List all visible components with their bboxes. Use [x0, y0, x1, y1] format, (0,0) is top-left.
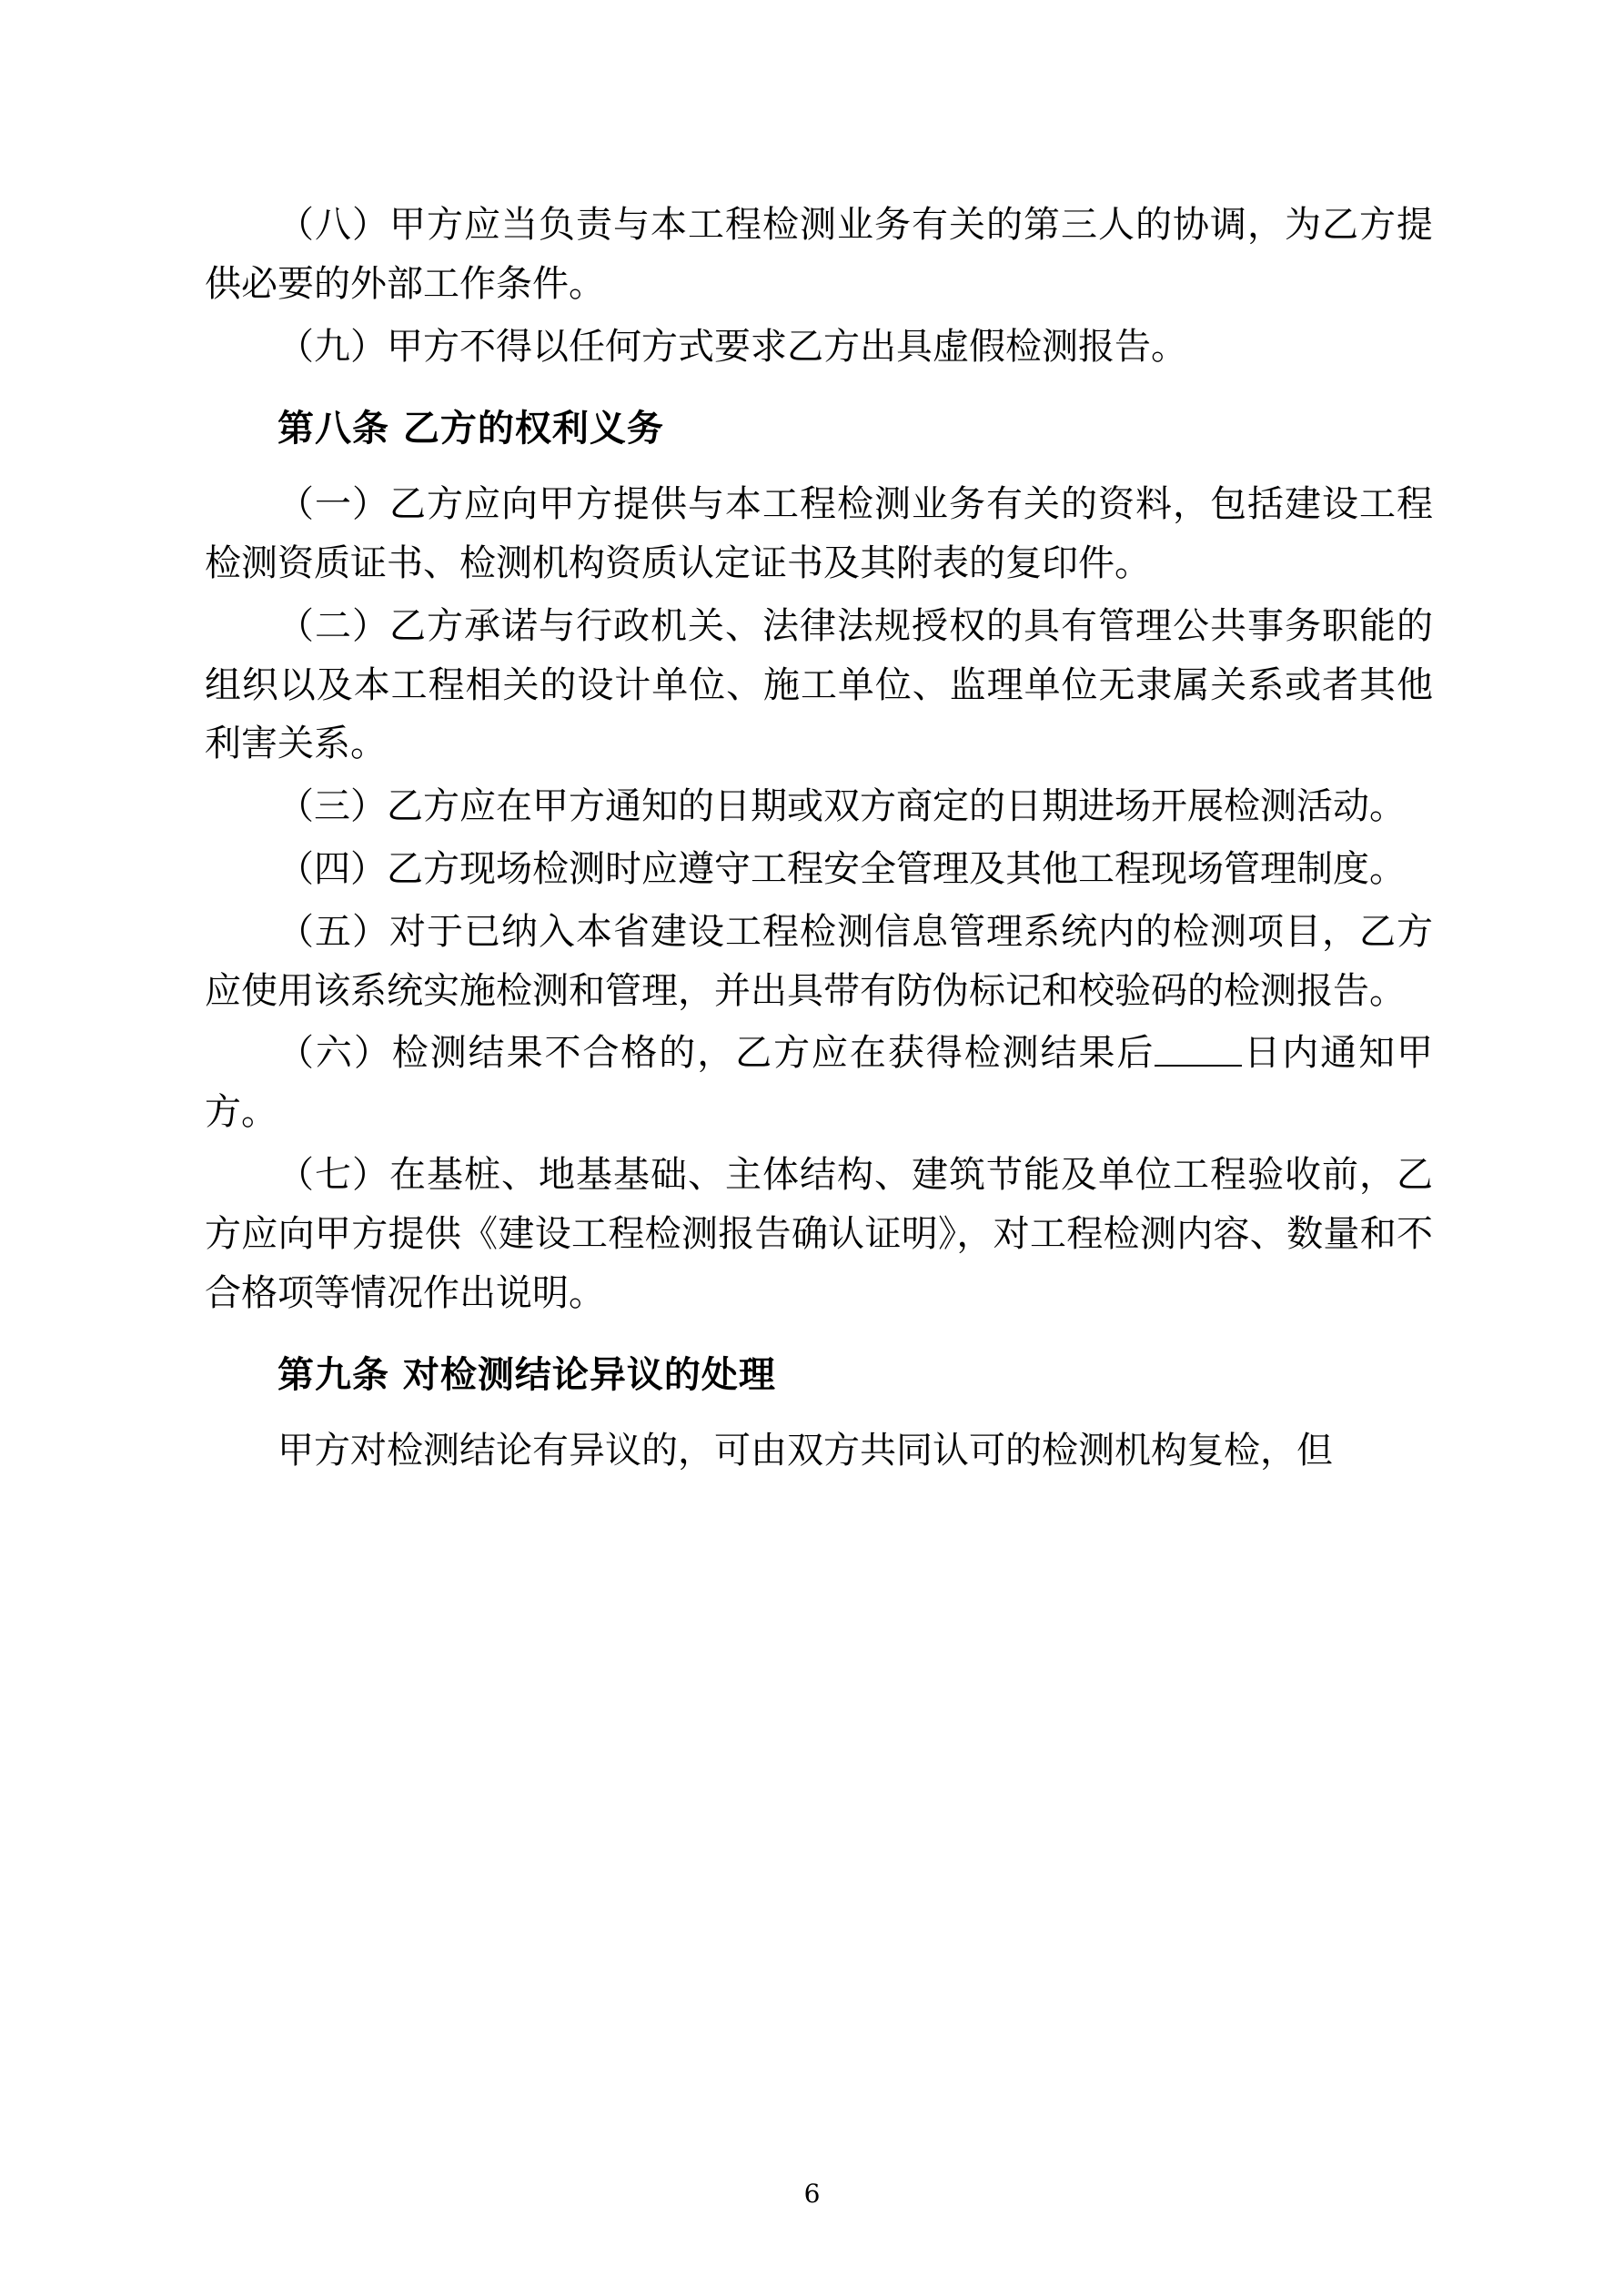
paragraph-b6-text-after: 日内通知甲方。: [205, 1032, 1434, 1134]
page-number: 6: [803, 2179, 821, 2209]
paragraph-9: （九）甲方不得以任何方式要求乙方出具虚假检测报告。: [277, 325, 1187, 368]
paragraph-b2: （二）乙方承诺与行政机关、法律法规授权的具有管理公共事务职能的组织以及本工程相关的设计单位、施工单位、监理单位无隶属关系或者其他利害关系。: [205, 604, 1433, 765]
section-heading-article-8: 第八条 乙方的权利义务: [277, 407, 664, 450]
paragraph-b5: （五）对于已纳入本省建设工程检测信息管理系统内的检测项目，乙方应使用该系统实施检测和管理，并出具带有防伪标记和校验码的检测报告。: [205, 910, 1433, 1012]
fill-in-blank: [1155, 1065, 1242, 1067]
paragraph-b6: [205, 1024, 1433, 1142]
section-heading-article-9: 第九条 对检测结论异议的处理: [277, 1353, 776, 1397]
paragraph-b1: （一）乙方应向甲方提供与本工程检测业务有关的资料，包括建设工程检测资质证书、检测机构资质认定证书及其附表的复印件。: [205, 483, 1433, 584]
paragraph-c1: 甲方对检测结论有异议的，可由双方共同认可的检测机构复检，但: [277, 1430, 1333, 1472]
paragraph-b6-text-before: （六）检测结果不合格的，乙方应在获得检测结果后: [277, 1032, 1155, 1075]
document-body: [205, 196, 1433, 1481]
paragraph-b7: （七）在基桩、地基基础、主体结构、建筑节能及单位工程验收前，乙方应向甲方提供《建设工程检测报告确认证明》，对工程检测内容、数量和不合格项等情况作出说明。: [205, 1153, 1433, 1314]
paragraph-b3: （三）乙方应在甲方通知的日期或双方商定的日期进场开展检测活动。: [277, 785, 1406, 828]
paragraph-8: （八）甲方应当负责与本工程检测业务有关的第三人的协调，为乙方提供必要的外部工作条件。: [205, 204, 1433, 305]
paragraph-b4: （四）乙方现场检测时应遵守工程安全管理及其他工程现场管理制度。: [277, 847, 1406, 890]
